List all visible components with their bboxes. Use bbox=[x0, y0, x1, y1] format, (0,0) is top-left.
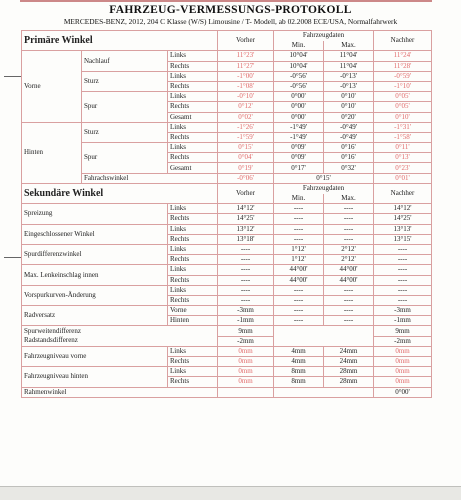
table-row bbox=[22, 51, 432, 61]
value-min: -0°56' bbox=[274, 81, 324, 91]
value-vorher: 11°23' bbox=[218, 51, 274, 61]
value-nachher: 0mm bbox=[374, 367, 432, 377]
col-max: Max. bbox=[324, 194, 374, 204]
side-label: Rechts bbox=[168, 81, 218, 91]
value-vorher: 0mm bbox=[218, 377, 274, 387]
value-range bbox=[274, 387, 374, 397]
value-vorher: -2mm bbox=[218, 336, 274, 346]
side-label: Links bbox=[168, 285, 218, 295]
row-label: Fahrachswinkel bbox=[82, 173, 218, 183]
row-label: Sturz bbox=[82, 122, 168, 142]
value-nachher: 11°24' bbox=[374, 51, 432, 61]
value-nachher: 9mm bbox=[374, 326, 432, 336]
value-min: 8mm bbox=[274, 367, 324, 377]
value-min: -1°49' bbox=[274, 122, 324, 132]
row-label: Nachlauf bbox=[82, 51, 168, 71]
table-row bbox=[22, 122, 432, 132]
value-min: -0°56' bbox=[274, 71, 324, 81]
row-label: Max. Lenkeinschlag innen bbox=[22, 265, 168, 285]
value-nachher: -1mm bbox=[374, 316, 432, 326]
value-nachher: 11°28' bbox=[374, 61, 432, 71]
value-vorher: ---- bbox=[218, 275, 274, 285]
value-min: 4mm bbox=[274, 346, 324, 356]
value-vorher: 13°12' bbox=[218, 224, 274, 234]
value-min: ---- bbox=[274, 295, 324, 305]
side-label: Rechts bbox=[168, 102, 218, 112]
document-subtitle: MERCEDES-BENZ, 2012, 204 C Klasse (W/S) Limousine / T- Modell, ab 02.2008 ECE/USA, Normalfahrwerk bbox=[63, 17, 398, 26]
value-min: 1°12' bbox=[274, 255, 324, 265]
value-nachher: ---- bbox=[374, 265, 432, 275]
value-min: 1°12' bbox=[274, 244, 324, 254]
col-vorher: Vorher bbox=[218, 183, 274, 203]
value-max: 28mm bbox=[324, 367, 374, 377]
value-vorher: 14°12' bbox=[218, 204, 274, 214]
value-max: ---- bbox=[324, 214, 374, 224]
margin-mark bbox=[4, 76, 22, 78]
value-min: ---- bbox=[274, 224, 324, 234]
side-label: Links bbox=[168, 244, 218, 254]
value-nachher: 0°01' bbox=[374, 173, 432, 183]
value-nachher: -2mm bbox=[374, 336, 432, 346]
value-vorher: ---- bbox=[218, 285, 274, 295]
side-label: Links bbox=[168, 122, 218, 132]
value-nachher: 0°10' bbox=[374, 112, 432, 122]
value-max: ---- bbox=[324, 295, 374, 305]
side-label: Gesamt bbox=[168, 112, 218, 122]
value-empty bbox=[274, 326, 374, 346]
value-vorher: 0mm bbox=[218, 346, 274, 356]
value-max: 0°20' bbox=[324, 112, 374, 122]
document-title: FAHRZEUG-VERMESSUNGS-PROTOKOLL bbox=[109, 4, 352, 16]
value-vorher: ---- bbox=[218, 265, 274, 275]
table-row bbox=[22, 204, 432, 214]
side-label: Rechts bbox=[168, 377, 218, 387]
value-max: -0°13' bbox=[324, 71, 374, 81]
value-nachher: -0°59' bbox=[374, 71, 432, 81]
value-max: ---- bbox=[324, 234, 374, 244]
side-label: Rechts bbox=[168, 132, 218, 142]
value-min: 44°00' bbox=[274, 265, 324, 275]
side-label: Rechts bbox=[168, 234, 218, 244]
value-min: ---- bbox=[274, 306, 324, 316]
value-nachher: ---- bbox=[374, 275, 432, 285]
value-min: 0°17' bbox=[274, 163, 324, 173]
value-vorher: -1mm bbox=[218, 316, 274, 326]
value-max: 11°04' bbox=[324, 61, 374, 71]
value-min: ---- bbox=[274, 285, 324, 295]
value-min: 10°04' bbox=[274, 51, 324, 61]
secondary-header-row bbox=[22, 183, 432, 193]
table-row bbox=[22, 244, 432, 254]
side-label: Links bbox=[168, 367, 218, 377]
value-vorher: 0mm bbox=[218, 357, 274, 367]
col-min: Min. bbox=[274, 41, 324, 51]
row-label: Fahrzeugniveau hinten bbox=[22, 367, 168, 387]
col-vorher: Vorher bbox=[218, 31, 274, 51]
table-row bbox=[22, 71, 432, 81]
value-max: -0°49' bbox=[324, 132, 374, 142]
side-label: Rechts bbox=[168, 357, 218, 367]
value-max: ---- bbox=[324, 316, 374, 326]
value-nachher: ---- bbox=[374, 295, 432, 305]
value-max: ---- bbox=[324, 204, 374, 214]
value-max: ---- bbox=[324, 306, 374, 316]
side-label: Links bbox=[168, 204, 218, 214]
row-label: Fahrzeugniveau vorne bbox=[22, 346, 168, 366]
value-nachher: 0°11' bbox=[374, 143, 432, 153]
table-row bbox=[22, 92, 432, 102]
primary-section-title: Primäre Winkel bbox=[22, 31, 218, 51]
row-label: Spurdifferenzwinkel bbox=[22, 244, 168, 264]
value-nachher: 13°15' bbox=[374, 234, 432, 244]
value-nachher: -1°58' bbox=[374, 132, 432, 142]
value-nachher: 0mm bbox=[374, 357, 432, 367]
value-vorher: -3mm bbox=[218, 306, 274, 316]
value-vorher: -0°06' bbox=[218, 173, 274, 183]
value-vorher: -1°08' bbox=[218, 81, 274, 91]
side-label: Rechts bbox=[168, 61, 218, 71]
value-vorher: -1°26' bbox=[218, 122, 274, 132]
value-max: 24mm bbox=[324, 357, 374, 367]
table-row bbox=[22, 265, 432, 275]
value-max: 11°04' bbox=[324, 51, 374, 61]
value-nachher: -3mm bbox=[374, 306, 432, 316]
value-vorher: -0°10' bbox=[218, 92, 274, 102]
row-label: Vorspurkurven-Änderung bbox=[22, 285, 168, 305]
table-row bbox=[22, 367, 432, 377]
value-nachher: 0°05' bbox=[374, 102, 432, 112]
value-min: ---- bbox=[274, 204, 324, 214]
side-label: Links bbox=[168, 92, 218, 102]
value-vorher: -1°00' bbox=[218, 71, 274, 81]
col-max: Max. bbox=[324, 41, 374, 51]
value-nachher: 0°13' bbox=[374, 153, 432, 163]
table-row bbox=[22, 173, 432, 183]
row-label: Rahmenwinkel bbox=[22, 387, 218, 397]
value-nachher: 0°00' bbox=[374, 387, 432, 397]
value-max: 0°16' bbox=[324, 153, 374, 163]
value-min: ---- bbox=[274, 316, 324, 326]
value-vorher: 0°15' bbox=[218, 143, 274, 153]
side-label: Links bbox=[168, 265, 218, 275]
value-min: 0°00' bbox=[274, 112, 324, 122]
value-vorher: 0mm bbox=[218, 367, 274, 377]
side-label: Hinten bbox=[168, 316, 218, 326]
value-vorher: 0°19' bbox=[218, 163, 274, 173]
value-max: 2°12' bbox=[324, 244, 374, 254]
group-hinten: Hinten bbox=[22, 122, 82, 183]
value-max: ---- bbox=[324, 285, 374, 295]
side-label: Rechts bbox=[168, 295, 218, 305]
value-vorher: 13°18' bbox=[218, 234, 274, 244]
row-label: Spur bbox=[82, 92, 168, 123]
row-label: Sturz bbox=[82, 71, 168, 91]
side-label: Rechts bbox=[168, 275, 218, 285]
value-vorher: 11°27' bbox=[218, 61, 274, 71]
table-row bbox=[22, 285, 432, 295]
value-nachher: ---- bbox=[374, 285, 432, 295]
value-nachher: 13°13' bbox=[374, 224, 432, 234]
side-label: Rechts bbox=[168, 153, 218, 163]
table-row bbox=[22, 224, 432, 234]
primary-header-row bbox=[22, 31, 432, 41]
value-max: ---- bbox=[324, 224, 374, 234]
value-max: -0°49' bbox=[324, 122, 374, 132]
row-label: Spurweitendifferenz bbox=[22, 326, 218, 336]
value-min: ---- bbox=[274, 214, 324, 224]
value-nachher: ---- bbox=[374, 244, 432, 254]
value-min: 44°00' bbox=[274, 275, 324, 285]
document-header bbox=[0, 0, 461, 32]
side-label: Links bbox=[168, 346, 218, 356]
side-label: Links bbox=[168, 143, 218, 153]
value-vorher: 9mm bbox=[218, 326, 274, 336]
side-label: Links bbox=[168, 224, 218, 234]
group-vorne: Vorne bbox=[22, 51, 82, 122]
value-max: 24mm bbox=[324, 346, 374, 356]
value-max: 0°10' bbox=[324, 102, 374, 112]
value-min: 8mm bbox=[274, 377, 324, 387]
value-nachher: 0mm bbox=[374, 377, 432, 387]
scan-bottom-edge bbox=[0, 486, 461, 500]
side-label: Rechts bbox=[168, 255, 218, 265]
value-min: 0°09' bbox=[274, 143, 324, 153]
value-min: -1°49' bbox=[274, 132, 324, 142]
value-vorher: 0°02' bbox=[218, 112, 274, 122]
col-fahrzeugdaten: Fahrzeugdaten bbox=[274, 31, 374, 41]
col-nachher: Nachher bbox=[374, 183, 432, 203]
value-nachher: 14°25' bbox=[374, 214, 432, 224]
row-label: Radversatz bbox=[22, 306, 168, 326]
secondary-section-title: Sekundäre Winkel bbox=[22, 183, 218, 203]
value-min: 4mm bbox=[274, 357, 324, 367]
col-nachher: Nachher bbox=[374, 31, 432, 51]
value-nachher: 0°23' bbox=[374, 163, 432, 173]
value-max: -0°13' bbox=[324, 81, 374, 91]
row-label: Spreizung bbox=[22, 204, 168, 224]
value-min: 10°04' bbox=[274, 61, 324, 71]
value-max: 44°00' bbox=[324, 275, 374, 285]
value-nachher: 0°05' bbox=[374, 92, 432, 102]
side-label: Vorne bbox=[168, 306, 218, 316]
value-max: 44°00' bbox=[324, 265, 374, 275]
value-max: 28mm bbox=[324, 377, 374, 387]
value-nachher: 0mm bbox=[374, 346, 432, 356]
value-vorher: 0°12' bbox=[218, 102, 274, 112]
value-range: 0°15' bbox=[274, 173, 374, 183]
value-vorher: ---- bbox=[218, 255, 274, 265]
value-nachher: -1°31' bbox=[374, 122, 432, 132]
value-vorher: -1°59' bbox=[218, 132, 274, 142]
table-row bbox=[22, 143, 432, 153]
table-row bbox=[22, 387, 432, 397]
margin-mark bbox=[4, 257, 22, 259]
col-fahrzeugdaten: Fahrzeugdaten bbox=[274, 183, 374, 193]
value-min: 0°09' bbox=[274, 153, 324, 163]
side-label: Links bbox=[168, 51, 218, 61]
value-min: 0°00' bbox=[274, 92, 324, 102]
row-label: Radstandsdifferenz bbox=[22, 336, 218, 346]
value-max: 2°12' bbox=[324, 255, 374, 265]
row-label: Eingeschlossener Winkel bbox=[22, 224, 168, 244]
table-row bbox=[22, 306, 432, 316]
side-label: Links bbox=[168, 71, 218, 81]
value-nachher: ---- bbox=[374, 255, 432, 265]
value-vorher bbox=[218, 387, 274, 397]
table-row bbox=[22, 326, 432, 336]
value-max: 0°32' bbox=[324, 163, 374, 173]
value-vorher: ---- bbox=[218, 244, 274, 254]
side-label: Rechts bbox=[168, 214, 218, 224]
value-vorher: 14°25' bbox=[218, 214, 274, 224]
value-min: ---- bbox=[274, 234, 324, 244]
value-max: 0°10' bbox=[324, 92, 374, 102]
value-vorher: ---- bbox=[218, 295, 274, 305]
value-vorher: 0°04' bbox=[218, 153, 274, 163]
value-nachher: 14°12' bbox=[374, 204, 432, 214]
row-label: Spur bbox=[82, 143, 168, 174]
table-row bbox=[22, 346, 432, 356]
value-min: 0°00' bbox=[274, 102, 324, 112]
side-label: Gesamt bbox=[168, 163, 218, 173]
col-min: Min. bbox=[274, 194, 324, 204]
value-nachher: -1°10' bbox=[374, 81, 432, 91]
measurement-table bbox=[21, 30, 432, 398]
value-max: 0°16' bbox=[324, 143, 374, 153]
